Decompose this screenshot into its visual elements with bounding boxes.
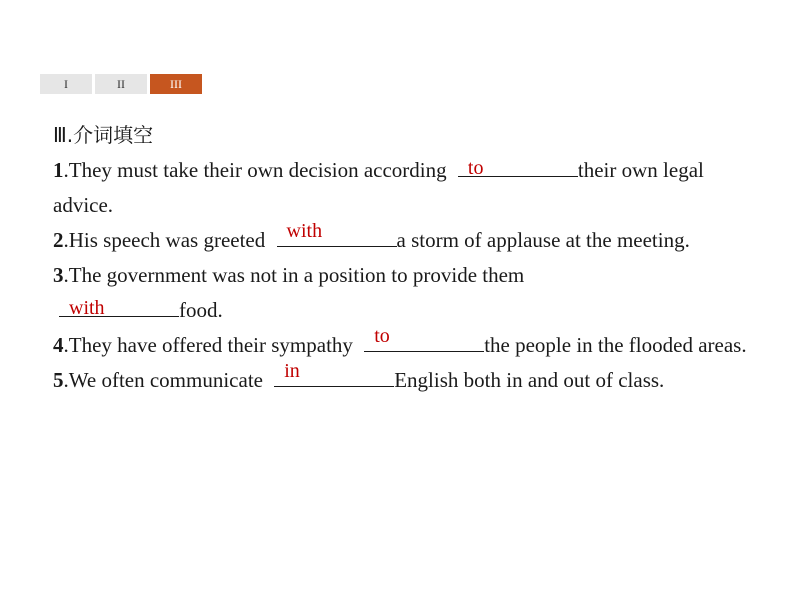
question-text-before: .They must take their own decision according: [63, 158, 452, 182]
answer-blank: [364, 325, 484, 352]
answer-text: to: [374, 325, 390, 347]
question-number: 1: [53, 158, 64, 182]
question-number: 3: [53, 263, 64, 287]
answer-blank: [277, 220, 397, 247]
question-text-after: their own legal advice.: [53, 158, 704, 217]
answer-text: with: [69, 297, 105, 319]
section-tabs: [40, 74, 202, 94]
answer-blank: [274, 360, 394, 387]
answer-text: in: [284, 360, 300, 382]
question-2: [53, 220, 753, 258]
question-4: [53, 325, 753, 363]
tab-section-2[interactable]: II: [95, 74, 147, 94]
question-5: [53, 360, 753, 398]
question-3: [53, 258, 753, 328]
answer-text: to: [467, 157, 484, 179]
question-number: 5: [53, 368, 64, 392]
question-1: [53, 153, 753, 223]
answer-text: with: [286, 220, 323, 242]
question-text-after: English both in and out of class.: [394, 368, 665, 392]
question-text-before: .We often communicate: [63, 368, 269, 392]
answer-blank: [59, 294, 179, 317]
question-text-before: .His speech was greeted: [63, 228, 271, 252]
question-text-before: .They have offered their sympathy: [63, 333, 359, 357]
tab-section-1[interactable]: I: [40, 74, 92, 94]
answer-blank: [458, 154, 578, 177]
question-text-before: .The government was not in a position to provide them: [63, 263, 525, 287]
question-number: 4: [53, 333, 64, 357]
tab-section-3[interactable]: III: [150, 74, 202, 94]
question-text-after: a storm of applause at the meeting.: [396, 228, 690, 252]
question-text-after: the people in the flooded areas.: [484, 333, 747, 357]
question-text-after: food.: [179, 298, 223, 322]
question-number: 2: [53, 228, 64, 252]
exercise-content: [53, 118, 753, 398]
exercise-heading: Ⅲ.介词填空: [53, 123, 154, 147]
